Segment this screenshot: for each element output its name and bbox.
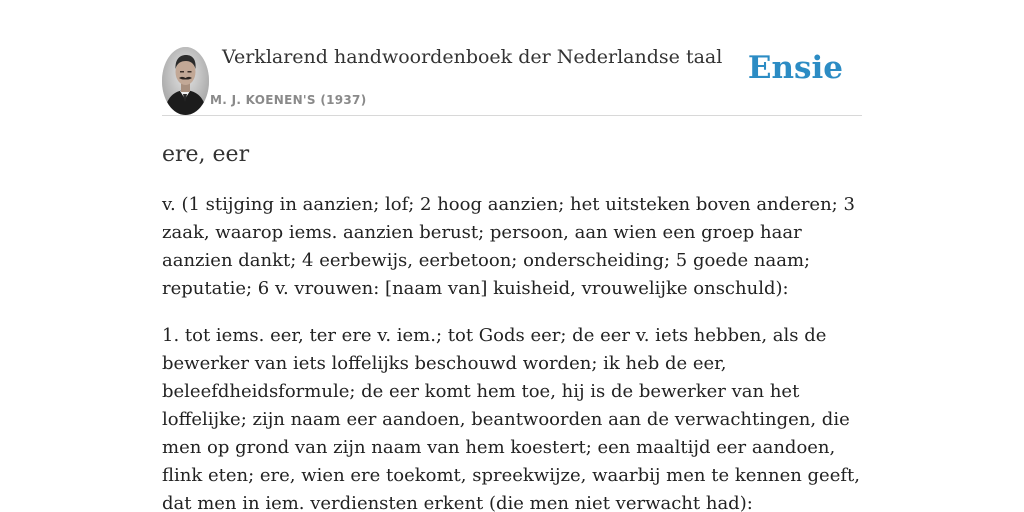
entry-definition: v. (1 stijging in aanzien; lof; 2 hoog aanzien; het uitsteken boven anderen; 3 zaak, waarop iems. aanzien berust; persoon, aan wien een groep haar aanzien dankt; 4 eerbewijs, eerbetoon; onderscheiding; 5 goede naam; reputatie; 6 v. vrouwen: [naam van] kuisheid, vrouwelijke onschuld):: [162, 194, 855, 299]
entry-headword: ere, eer: [162, 142, 250, 167]
ensie-logo-link[interactable]: Ensie: [747, 50, 843, 86]
entry-sense-1: 1. tot iems. eer, ter ere v. iem.; tot Gods eer; de eer v. iets hebben, als de bewerker van iets loffelijks beschouwd worden; ik heb de eer, beleefdheidsformule; de eer komt hem toe, hij is de bewerker van het loffelijke; zijn naam eer aandoen, beantwoorden aan de verwachtingen, die men op grond van zijn naam van hem koestert; een maaltijd eer aandoen, flink eten; ere, wien ere toekomt, spreekwijze, waarbij men te kennen geeft, dat men in iem. verdiensten erkent (die men niet verwacht had):: [162, 325, 860, 512]
dictionary-author: M. J. KOENEN'S (1937): [210, 93, 367, 107]
author-portrait: [162, 47, 209, 115]
dictionary-header: [162, 45, 862, 116]
portrait-image: [162, 47, 209, 115]
dictionary-title: Verklarend handwoordenboek der Nederlandse taal: [222, 46, 723, 68]
entry-content: [162, 137, 862, 512]
